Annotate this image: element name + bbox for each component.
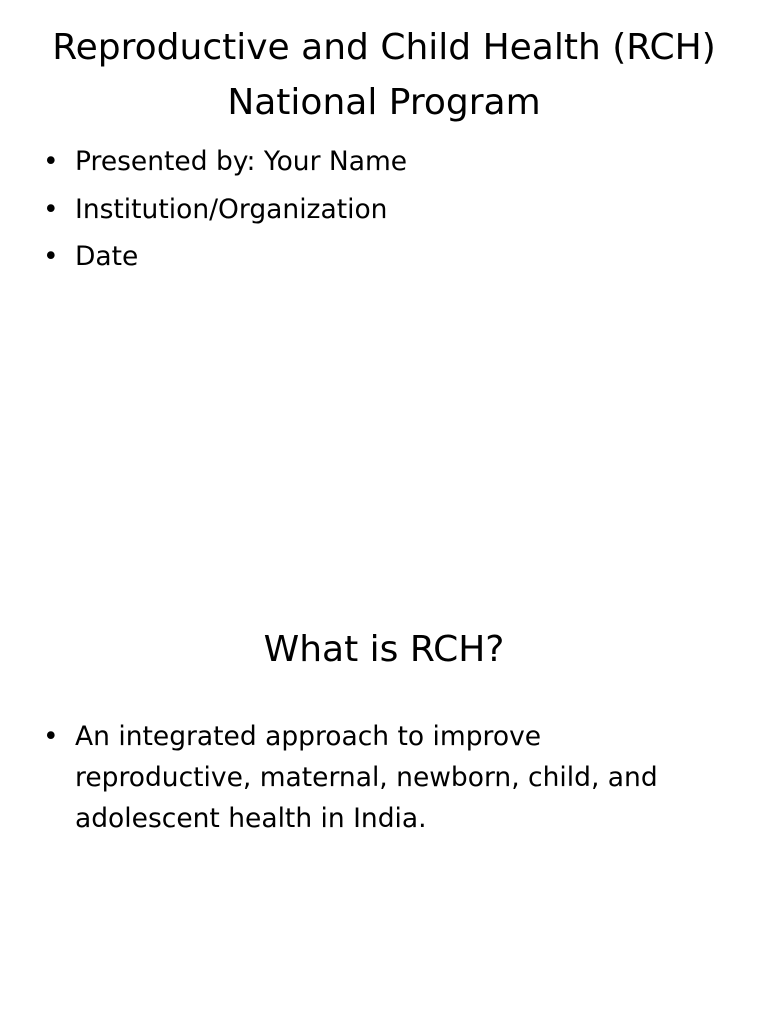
slide-title: What is RCH? <box>263 629 505 670</box>
bullet-dot-icon: • <box>43 241 59 272</box>
bullet-dot-icon: • <box>43 721 59 752</box>
slide-title: Reproductive and Child Health (RCH) National Program <box>52 27 716 123</box>
bullet-dot-icon: • <box>43 193 59 225</box>
bullet-item <box>0 233 768 281</box>
bullet-list <box>0 138 768 281</box>
bullet-text: Institution/Organization <box>75 193 388 225</box>
bullet-item <box>0 186 768 234</box>
bullet-text: An integrated approach to improve reproductive, maternal, newborn, child, and adolescent health in India. <box>75 721 658 834</box>
bullet-text: Date <box>75 241 139 272</box>
slide-what-is-rch <box>0 512 768 1024</box>
bullet-item <box>0 716 768 839</box>
bullet-text: Presented by: Your Name <box>75 146 408 177</box>
bullet-item <box>0 138 768 186</box>
bullet-list <box>0 716 768 839</box>
bullet-dot-icon: • <box>43 146 59 177</box>
